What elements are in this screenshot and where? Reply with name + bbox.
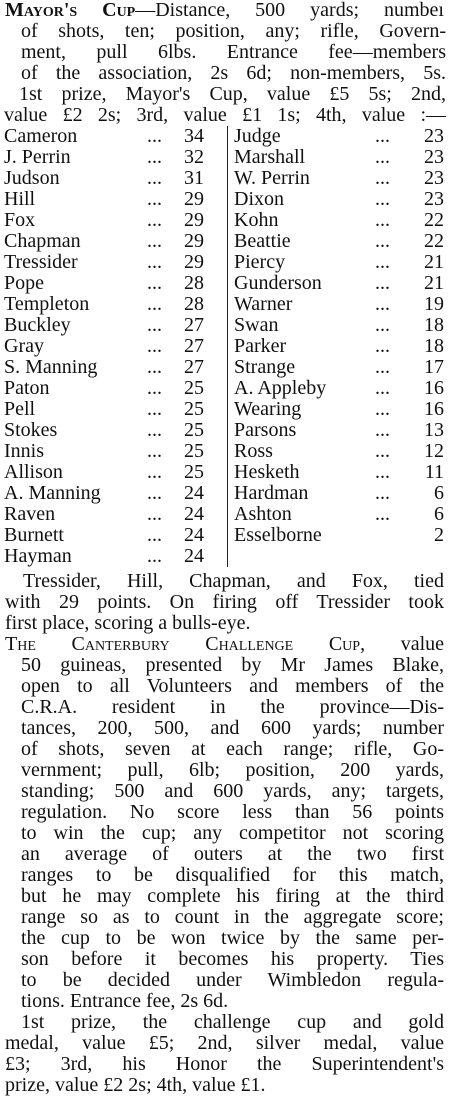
tie-note-line-1: Tressider, Hill, Chapman, and Fox, tied — [23, 571, 444, 592]
left-leader-dots: ... — [147, 524, 162, 546]
canterbury-line-4: C.R.A. resident in the province—Dis- — [21, 697, 444, 718]
right-leader-dots: ... — [375, 335, 390, 357]
right-competitor-score: 16 — [424, 377, 444, 399]
right-competitor-name: Parker — [234, 335, 287, 357]
canterbury-line-2: 50 guineas, presented by Mr James Blake, — [21, 655, 444, 676]
table-row — [0, 399, 452, 420]
right-leader-dots: ... — [375, 503, 390, 525]
right-leader-dots: ... — [375, 251, 390, 273]
right-competitor-score: 17 — [424, 356, 444, 378]
right-leader-dots: ... — [375, 209, 390, 231]
canterbury-line-1-rest: value — [365, 634, 444, 655]
table-row — [0, 294, 452, 315]
canterbury-line-8: standing; 500 and 600 yards, any; targets, — [21, 781, 444, 802]
table-row — [0, 504, 452, 525]
left-leader-dots: ... — [147, 251, 162, 273]
table-row — [0, 462, 452, 483]
mayors-cup-heading: Mayor's Cup — [5, 0, 136, 21]
right-competitor-score: 22 — [424, 230, 444, 252]
right-leader-dots: ... — [375, 440, 390, 462]
left-competitor-name: A. Manning — [4, 482, 101, 504]
right-competitor-score: 18 — [424, 335, 444, 357]
table-row — [0, 147, 452, 168]
canterbury-line-13: but he may complete his firing at the third — [21, 886, 444, 907]
column-divider — [227, 273, 228, 294]
left-competitor-score: 29 — [184, 188, 204, 210]
table-row — [0, 168, 452, 189]
left-competitor-score: 27 — [184, 314, 204, 336]
left-competitor-score: 25 — [184, 461, 204, 483]
left-leader-dots: ... — [147, 230, 162, 252]
column-divider — [227, 462, 228, 483]
left-competitor-name: Burnett — [4, 524, 64, 546]
right-leader-dots: ... — [375, 419, 390, 441]
table-row — [0, 525, 452, 546]
prize-line-4: prize, value £2 2s; 4th, value £1. — [5, 1075, 266, 1096]
left-competitor-score: 25 — [184, 398, 204, 420]
column-divider — [227, 294, 228, 315]
canterbury-line-12: ranges to be disqualified for this match, — [21, 865, 444, 886]
right-leader-dots: ... — [375, 230, 390, 252]
left-leader-dots: ... — [147, 377, 162, 399]
left-competitor-name: Gray — [4, 335, 44, 357]
left-competitor-name: J. Perrin — [4, 146, 71, 168]
canterbury-line-9: regulation. No score less than 56 points — [21, 802, 444, 823]
right-competitor-score: 22 — [424, 209, 444, 231]
right-competitor-score: 6 — [434, 482, 444, 504]
right-leader-dots: ... — [375, 461, 390, 483]
right-competitor-name: Wearing — [234, 398, 302, 420]
column-divider — [227, 546, 228, 567]
left-competitor-name: Pope — [4, 272, 44, 294]
table-row — [0, 378, 452, 399]
canterbury-heading: The Canterbury Challenge Cup, — [5, 634, 366, 655]
table-row — [0, 336, 452, 357]
right-competitor-name: Judge — [234, 125, 281, 147]
left-leader-dots: ... — [147, 503, 162, 525]
right-competitor-name: Piercy — [234, 251, 286, 273]
left-competitor-score: 29 — [184, 230, 204, 252]
table-row — [0, 252, 452, 273]
left-competitor-name: Buckley — [4, 314, 71, 336]
right-competitor-name: Ross — [234, 440, 273, 462]
left-competitor-name: Innis — [4, 440, 44, 462]
right-leader-dots: ... — [375, 272, 390, 294]
right-competitor-score: 11 — [424, 461, 444, 483]
left-competitor-score: 24 — [184, 524, 204, 546]
right-leader-dots: ... — [375, 167, 390, 189]
left-competitor-score: 24 — [184, 482, 204, 504]
canterbury-line-6: of shots, seven at each range; rifle, Go- — [21, 739, 444, 760]
right-competitor-name: Dixon — [234, 188, 284, 210]
right-leader-dots: ... — [375, 356, 390, 378]
right-competitor-score: 6 — [434, 503, 444, 525]
left-competitor-name: Stokes — [4, 419, 58, 441]
left-competitor-score: 29 — [184, 251, 204, 273]
right-competitor-name: Kohn — [234, 209, 279, 231]
left-competitor-name: Pell — [4, 398, 36, 420]
left-leader-dots: ... — [147, 146, 162, 168]
canterbury-line-18: tions. Entrance fee, 2s 6d. — [21, 991, 229, 1012]
left-competitor-name: Judson — [4, 167, 60, 189]
right-leader-dots: ... — [375, 314, 390, 336]
left-competitor-name: Hayman — [4, 545, 72, 567]
mayors-cup-line-2: of shots, ten; position, any; rifle, Govern- — [21, 21, 446, 42]
left-competitor-name: S. Manning — [4, 356, 98, 378]
left-competitor-name: Raven — [4, 503, 56, 525]
table-row — [0, 315, 452, 336]
right-competitor-score: 21 — [424, 272, 444, 294]
column-divider — [227, 420, 228, 441]
right-competitor-score: 12 — [424, 440, 444, 462]
left-competitor-score: 28 — [184, 272, 204, 294]
canterbury-line-5: tances, 200, 500, and 600 yards; number — [21, 718, 444, 739]
column-divider — [227, 189, 228, 210]
left-competitor-score: 25 — [184, 419, 204, 441]
right-competitor-name: Parsons — [234, 419, 297, 441]
prize-line-2: medal, value £5; 2nd, silver medal, value — [5, 1033, 444, 1054]
left-competitor-score: 32 — [184, 146, 204, 168]
left-competitor-score: 24 — [184, 545, 204, 567]
canterbury-line-1 — [5, 634, 444, 655]
column-divider — [227, 168, 228, 189]
prize-line-1: 1st prize, the challenge cup and gold — [21, 1012, 444, 1033]
table-row — [0, 210, 452, 231]
right-competitor-score: 19 — [424, 293, 444, 315]
column-divider — [227, 126, 228, 147]
left-leader-dots: ... — [147, 272, 162, 294]
right-competitor-name: Esselborne — [234, 524, 322, 546]
right-competitor-name: Gunderson — [234, 272, 322, 294]
left-leader-dots: ... — [147, 482, 162, 504]
right-competitor-score: 21 — [424, 251, 444, 273]
left-competitor-name: Cameron — [4, 125, 78, 147]
right-competitor-score: 23 — [424, 125, 444, 147]
left-competitor-score: 27 — [184, 356, 204, 378]
left-competitor-score: 25 — [184, 440, 204, 462]
table-row — [0, 273, 452, 294]
left-competitor-score: 31 — [184, 167, 204, 189]
left-leader-dots: ... — [147, 419, 162, 441]
canterbury-line-16: son before it becomes his property. Ties — [21, 949, 444, 970]
left-competitor-name: Paton — [4, 377, 50, 399]
table-row — [0, 231, 452, 252]
canterbury-line-11: an average of outers at the two first — [21, 844, 444, 865]
canterbury-line-3: open to all Volunteers and members of the — [21, 676, 444, 697]
mayors-cup-line-3: ment, pull 6lbs. Entrance fee—members — [21, 42, 446, 63]
left-leader-dots: ... — [147, 188, 162, 210]
mayors-cup-line-1 — [5, 0, 444, 21]
mayors-cup-line-4: of the association, 2s 6d; non-members, 5s. — [21, 63, 446, 84]
column-divider — [227, 483, 228, 504]
right-competitor-name: Swan — [234, 314, 279, 336]
right-competitor-score: 18 — [424, 314, 444, 336]
left-competitor-score: 24 — [184, 503, 204, 525]
right-leader-dots: ... — [375, 293, 390, 315]
table-row — [0, 441, 452, 462]
left-competitor-name: Allison — [4, 461, 63, 483]
left-competitor-score: 28 — [184, 293, 204, 315]
right-competitor-score: 2 — [434, 524, 444, 546]
column-divider — [227, 231, 228, 252]
column-divider — [227, 357, 228, 378]
right-competitor-name: W. Perrin — [234, 167, 310, 189]
column-divider — [227, 210, 228, 231]
canterbury-line-15: the cup to be won twice by the same per- — [21, 928, 444, 949]
right-competitor-name: Beattie — [234, 230, 291, 252]
left-leader-dots: ... — [147, 125, 162, 147]
left-competitor-name: Templeton — [4, 293, 90, 315]
column-divider — [227, 441, 228, 462]
right-competitor-name: A. Appleby — [234, 377, 327, 399]
left-competitor-score: 34 — [184, 125, 204, 147]
left-competitor-name: Hill — [4, 188, 36, 210]
canterbury-line-10: to win the cup; any competitor not scoring — [21, 823, 444, 844]
canterbury-line-7: vernment; pull, 6lb; position, 200 yards, — [21, 760, 444, 781]
left-leader-dots: ... — [147, 461, 162, 483]
table-row — [0, 357, 452, 378]
prize-line-3: £3; 3rd, his Honor the Superintendent's — [5, 1054, 444, 1075]
canterbury-line-17: to be decided under Wimbledon regula- — [21, 970, 444, 991]
left-leader-dots: ... — [147, 293, 162, 315]
right-competitor-score: 13 — [424, 419, 444, 441]
left-leader-dots: ... — [147, 314, 162, 336]
tie-note-line-2: with 29 points. On firing off Tressider took — [5, 592, 444, 613]
right-competitor-score: 23 — [424, 188, 444, 210]
mayors-cup-line-1-rest: —Distance, 500 yards; numbeı — [135, 0, 444, 21]
right-competitor-name: Ashton — [234, 503, 292, 525]
tie-note-line-3: first place, scoring a bulls-eye. — [5, 613, 251, 634]
left-competitor-score: 29 — [184, 209, 204, 231]
left-leader-dots: ... — [147, 545, 162, 567]
right-competitor-name: Hesketh — [234, 461, 300, 483]
table-row — [0, 126, 452, 147]
column-divider — [227, 252, 228, 273]
right-competitor-name: Marshall — [234, 146, 306, 168]
right-competitor-score: 23 — [424, 146, 444, 168]
right-competitor-score: 16 — [424, 398, 444, 420]
column-divider — [227, 378, 228, 399]
table-row — [0, 189, 452, 210]
column-divider — [227, 147, 228, 168]
right-leader-dots: ... — [375, 482, 390, 504]
column-divider — [227, 315, 228, 336]
left-competitor-name: Chapman — [4, 230, 81, 252]
mayors-cup-line-6: value £2 2s; 3rd, value £1 1s; 4th, value :— — [4, 105, 446, 126]
right-competitor-score: 23 — [424, 167, 444, 189]
canterbury-line-14: range so as to count in the aggregate score; — [21, 907, 444, 928]
column-divider — [227, 525, 228, 546]
column-divider — [227, 336, 228, 357]
right-leader-dots: ... — [375, 377, 390, 399]
right-leader-dots: ... — [375, 398, 390, 420]
right-leader-dots: ... — [375, 125, 390, 147]
table-row — [0, 546, 452, 567]
left-leader-dots: ... — [147, 167, 162, 189]
column-divider — [227, 399, 228, 420]
left-leader-dots: ... — [147, 209, 162, 231]
table-row — [0, 420, 452, 441]
left-leader-dots: ... — [147, 335, 162, 357]
mayors-cup-line-5: 1st prize, Mayor's Cup, value £5 5s; 2nd, — [19, 84, 446, 105]
left-competitor-name: Fox — [4, 209, 36, 231]
left-competitor-score: 25 — [184, 377, 204, 399]
left-competitor-name: Tressider — [4, 251, 78, 273]
left-competitor-score: 27 — [184, 335, 204, 357]
left-leader-dots: ... — [147, 398, 162, 420]
left-leader-dots: ... — [147, 440, 162, 462]
right-competitor-name: Strange — [234, 356, 296, 378]
left-leader-dots: ... — [147, 356, 162, 378]
right-competitor-name: Warner — [234, 293, 293, 315]
results-table — [0, 126, 452, 567]
column-divider — [227, 504, 228, 525]
right-leader-dots: ... — [375, 146, 390, 168]
table-row — [0, 483, 452, 504]
right-leader-dots: ... — [375, 188, 390, 210]
right-competitor-name: Hardman — [234, 482, 309, 504]
